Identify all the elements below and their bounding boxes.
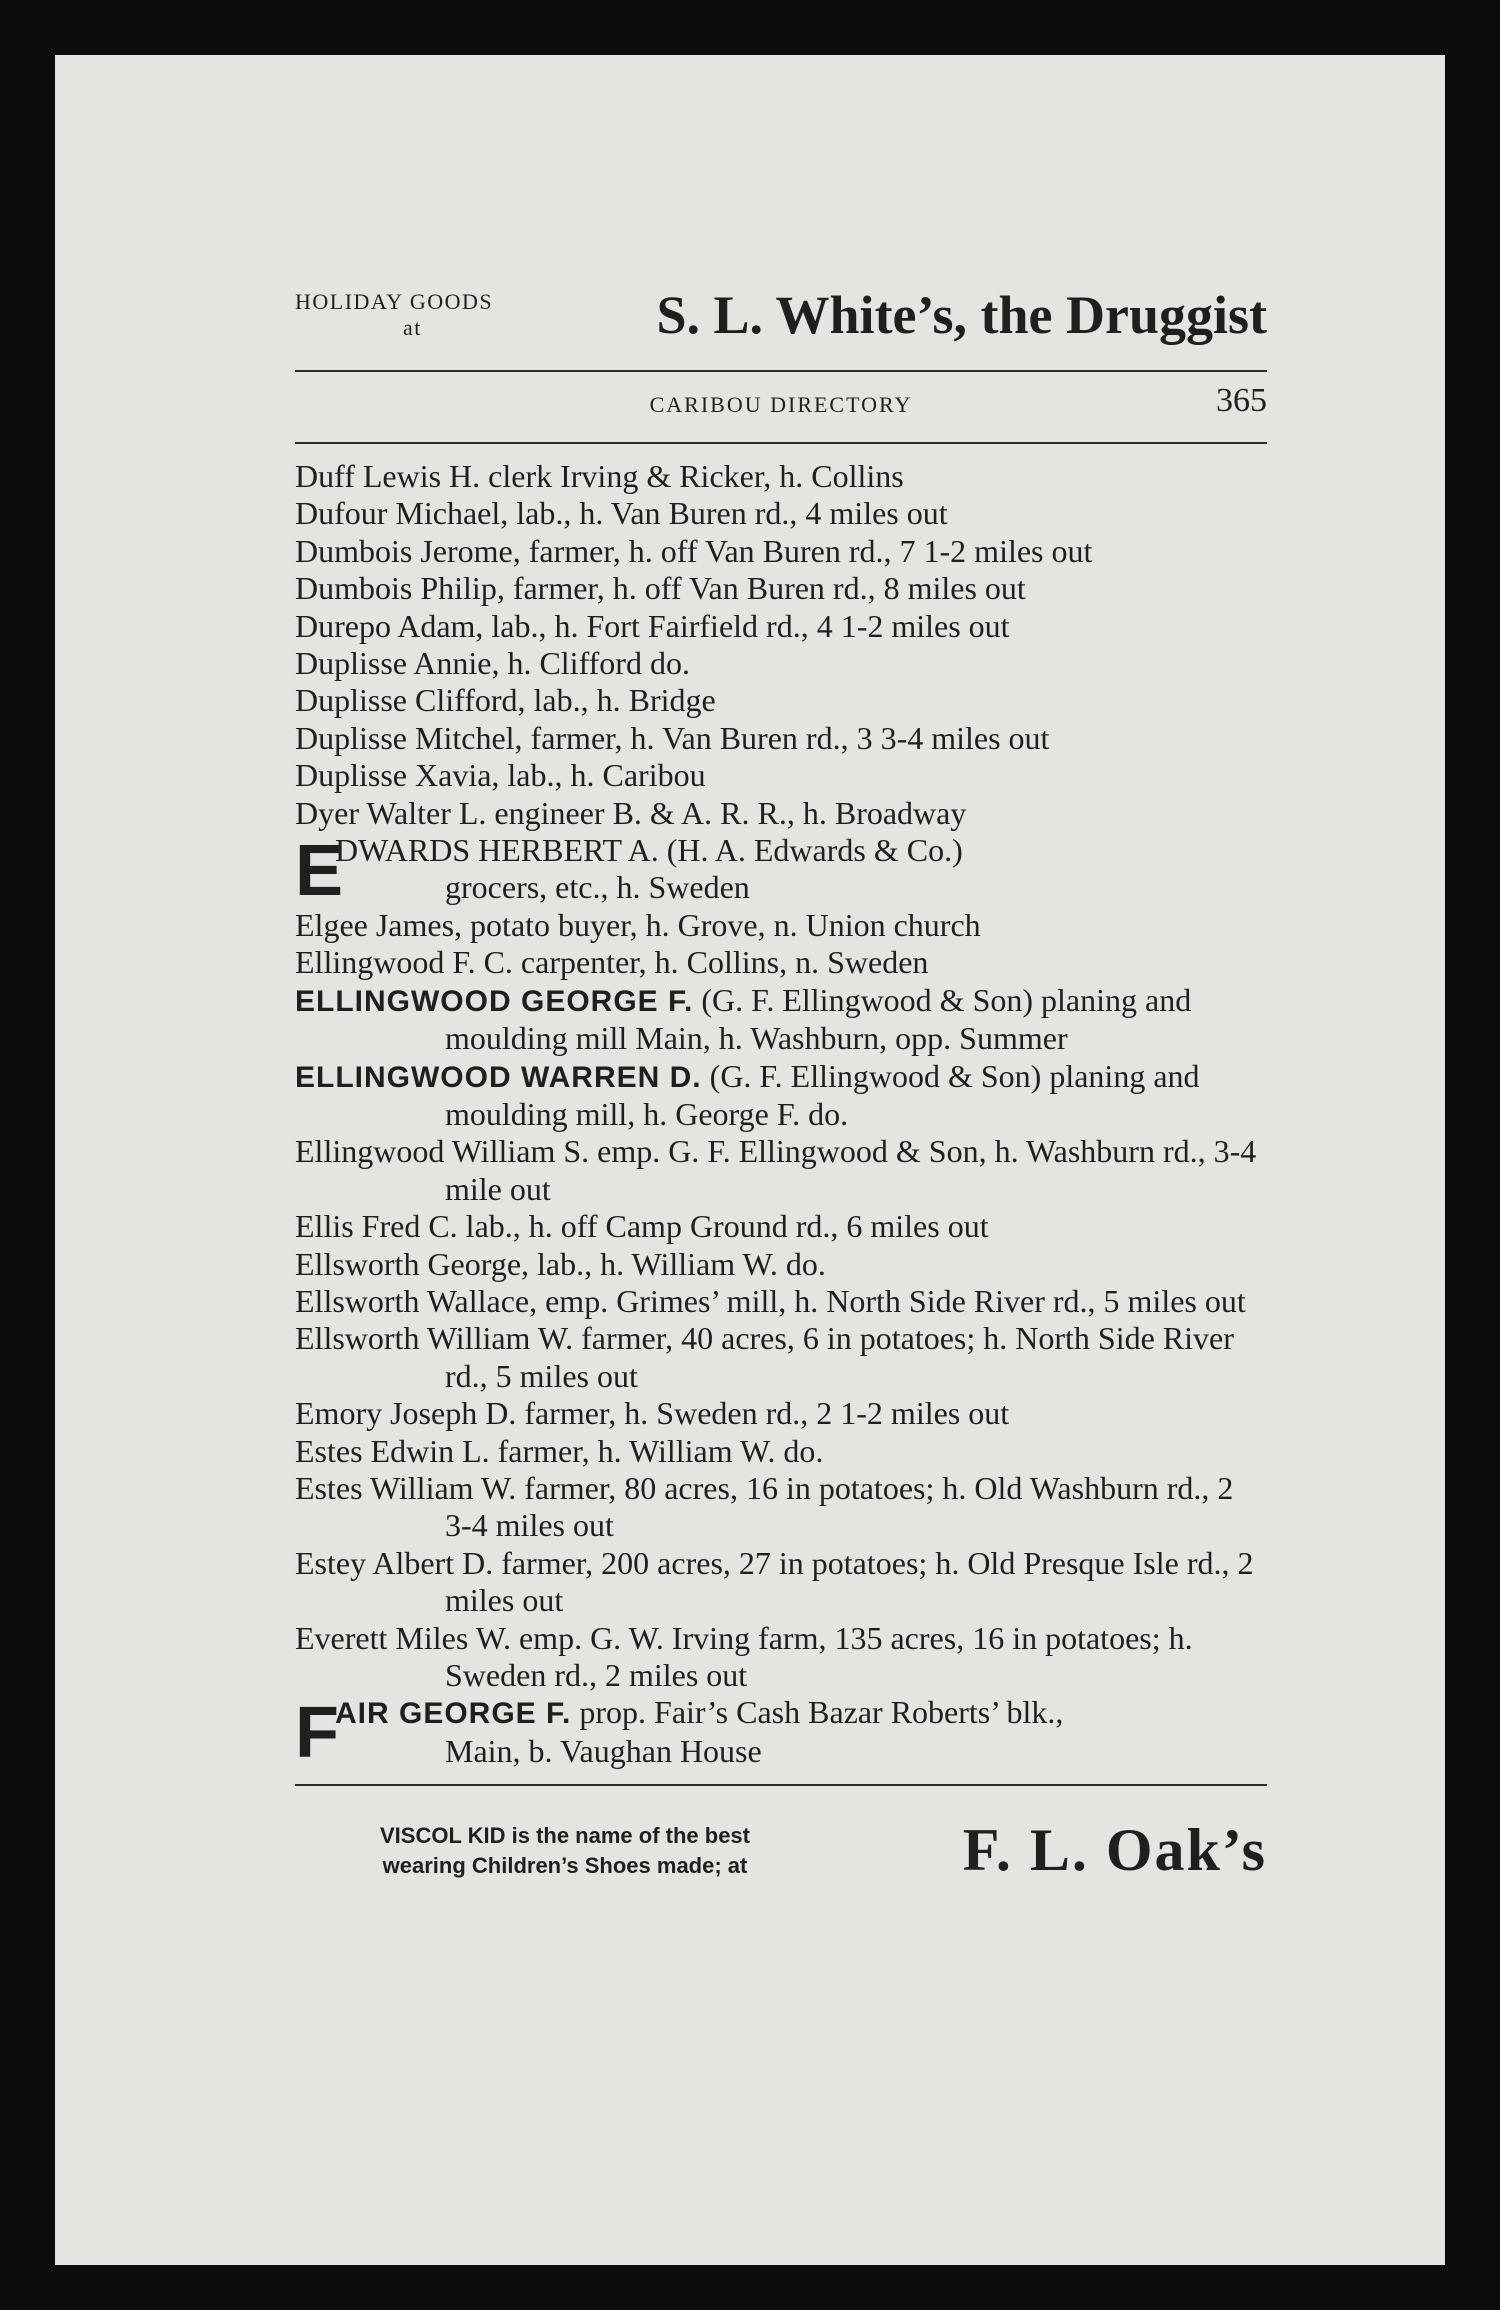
entry-bold-name: AIR GEORGE F. (335, 1697, 572, 1731)
directory-entry: Ellsworth George, lab., h. William W. do. (295, 1245, 826, 1282)
directory-entry: Dufour Michael, lab., h. Van Buren rd., 4 miles out (295, 495, 948, 532)
oak-ad-title: F. L. Oak’s (962, 1817, 1267, 1884)
edwards-line-1: DWARDS HERBERT A. (H. A. Edwards & Co.) (335, 832, 963, 869)
entry-rest: (G. F. Ellingwood & Son) planing and moulding mill, h. George F. do. (445, 1057, 1200, 1132)
fair-line-2: Main, b. Vaughan House (445, 1732, 762, 1769)
directory-entry: Emory Joseph D. farmer, h. Sweden rd., 2 1-2 miles out (295, 1395, 1010, 1432)
holiday-at-text: at (403, 315, 422, 340)
viscol-ad (295, 1821, 835, 1881)
fair-line-1 (335, 1694, 1267, 1732)
directory-entry: Dumbois Philip, farmer, h. off Van Buren rd., 8 miles out (295, 570, 1026, 607)
top-advertisement (295, 260, 1267, 370)
holiday-goods-ad (295, 289, 563, 341)
edwards-line-2: grocers, etc., h. Sweden (445, 869, 750, 906)
directory-entry-ellingwood-warren (295, 1058, 1267, 1134)
directory-entry: Ellsworth William W. farmer, 40 acres, 6 in potatoes; h. North Side River rd., 5 miles out (295, 1320, 1234, 1394)
viscol-line-1: VISCOL KID is the name of the best (380, 1822, 750, 1848)
directory-entry: Estes Edwin L. farmer, h. William W. do. (295, 1432, 824, 1469)
holiday-goods-text: HOLIDAY GOODS (295, 289, 494, 314)
page-content (295, 260, 1267, 1885)
directory-entry: Everett Miles W. emp. G. W. Irving farm, 135 acres, 16 in potatoes; h. Sweden rd., 2 miles out (295, 1619, 1193, 1693)
directory-entry: Estey Albert D. farmer, 200 acres, 27 in potatoes; h. Old Presque Isle rd., 2 miles out (295, 1544, 1254, 1619)
directory-entries (295, 444, 1267, 1774)
directory-entry: Dumbois Jerome, farmer, h. off Van Buren rd., 7 1-2 miles out (295, 532, 1093, 569)
bottom-rule (295, 1784, 1267, 1786)
directory-entry: Duplisse Annie, h. Clifford do. (295, 645, 690, 682)
directory-entry: Ellsworth Wallace, emp. Grimes’ mill, h. North Side River rd., 5 miles out (295, 1282, 1246, 1319)
directory-entry: Duplisse Clifford, lab., h. Bridge (295, 682, 716, 719)
running-head (295, 372, 1267, 442)
directory-entry: Durepo Adam, lab., h. Fort Fairfield rd., 4 1-2 miles out (295, 607, 1010, 644)
page-number: 365 (1216, 382, 1267, 419)
directory-entry-edwards (295, 831, 1267, 912)
directory-entry: Ellingwood William S. emp. G. F. Ellingwood & Son, h. Washburn rd., 3-4 mile out (295, 1133, 1257, 1207)
directory-entry: Dyer Walter L. engineer B. & A. R. R., h. Broadway (295, 794, 967, 831)
directory-entry: Ellingwood F. C. carpenter, h. Collins, n. Sweden (295, 944, 929, 981)
directory-entry-ellingwood-george (295, 982, 1267, 1058)
directory-entry: Duff Lewis H. clerk Irving & Ricker, h. Collins (295, 458, 904, 494)
viscol-line-2: wearing Children’s Shoes made; at (382, 1852, 748, 1878)
directory-entry: Ellis Fred C. lab., h. off Camp Ground rd., 6 miles out (295, 1208, 989, 1245)
entry-bold-name: ELLINGWOOD WARREN D. (295, 1060, 702, 1094)
directory-entry: Elgee James, potato buyer, h. Grove, n. Union church (295, 906, 981, 943)
drop-initial-e: E (295, 831, 344, 912)
entry-rest: (G. F. Ellingwood & Son) planing and moulding mill Main, h. Washburn, opp. Summer (445, 981, 1192, 1057)
running-title: CARIBOU DIRECTORY (649, 392, 913, 417)
entry-rest: prop. Fair’s Cash Bazar Roberts’ blk., (571, 1694, 1064, 1731)
bottom-advertisement (295, 1816, 1267, 1885)
druggist-ad-title: S. L. White’s, the Druggist (656, 285, 1267, 345)
directory-entry-fair (295, 1693, 1267, 1774)
directory-entry: Duplisse Xavia, lab., h. Caribou (295, 757, 706, 794)
directory-entry: Estes William W. farmer, 80 acres, 16 in potatoes; h. Old Washburn rd., 2 3-4 miles out (295, 1469, 1234, 1544)
drop-initial-f: F (295, 1693, 339, 1774)
directory-entry: Duplisse Mitchel, farmer, h. Van Buren rd., 3 3-4 miles out (295, 719, 1050, 756)
directory-page (55, 55, 1445, 2265)
entry-bold-name: ELLINGWOOD GEORGE F. (295, 984, 694, 1018)
